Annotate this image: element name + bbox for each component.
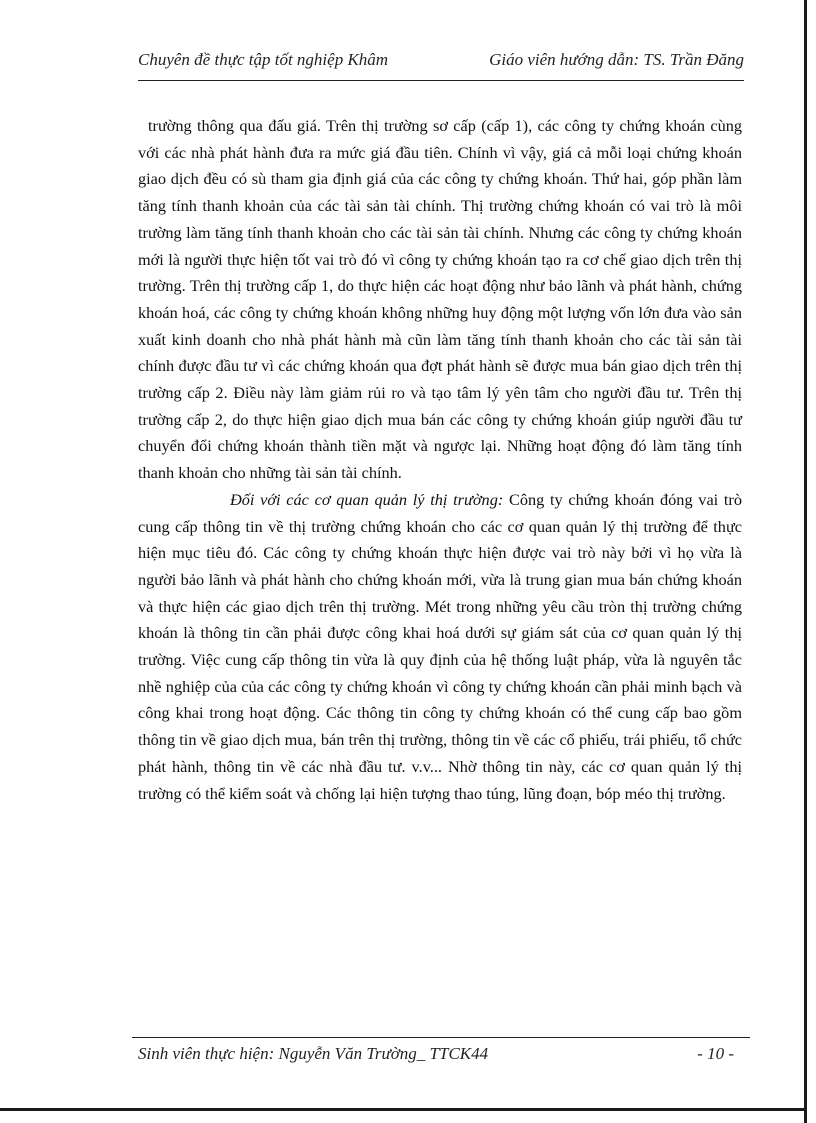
page-footer bbox=[138, 1044, 734, 1068]
header-right-text: Giáo viên hướng dẫn: TS. Trần Đăng bbox=[489, 50, 744, 69]
page-number: - 10 - bbox=[697, 1044, 734, 1063]
page-border-bottom bbox=[0, 1108, 807, 1111]
body-text bbox=[138, 113, 742, 807]
header-left-text: Chuyên đề thực tập tốt nghiệp Khâm bbox=[138, 50, 389, 69]
paragraph-2-text: Công ty chứng khoán đóng vai trò cung cấp thông tin về thị trường chứng khoán cho các cơ quan quản lý thị trường để thực hiện mục tiêu đó. Các công ty chứng khoán thực hiện được vai trò này bởi vì họ vừa là người bảo lãnh và phát hành cho chứng khoán mới, vừa là trung gian mua bán chứng khoán và thực hiện các giao dịch trên thị trường. Mét trong những yêu cầu tròn thị trường chứng khoán là thông tin cần phải được công khai hoá dưới sự giám sát của cơ quan quản lý thị trường. Việc cung cấp thông tin vừa là quy định của hệ thống luật pháp, vừa là nguyên tắc nhề nghiệp của của các công ty chứng khoán vì công ty chứng khoán cần phải minh bạch và công khai trong hoạt động. Các thông tin công ty chứng khoán có thể cung cấp bao gồm thông tin về giao dịch mua, bán trên thị trường, thông tin về các cổ phiếu, trái phiếu, tổ chức phát hành, thông tin về các nhà đầu tư. v.v... Nhờ thông tin này, các cơ quan quản lý thị trường có thể kiểm soát và chống lại hiện tượng thao túng, lũng đoạn, bóp méo thị trường. bbox=[138, 489, 742, 803]
footer-rule bbox=[132, 1037, 750, 1038]
paragraph-2-lead: Đối với các cơ quan quản lý thị trường: bbox=[230, 489, 504, 509]
paragraph-1: trường thông qua đấu giá. Trên thị trường sơ cấp (cấp 1), các công ty chứng khoán cùng với các nhà phát hành đưa ra mức giá đầu tiên. Chính vì vậy, giá cả mỗi loại chứng khoán giao dịch đều có sù tham gia định giá của các công ty chứng khoán. Thứ hai, góp phần làm tăng tính thanh khoản của các tài sản tài chính. Thị trường chứng khoán có vai trò là môi trường làm tăng tính thanh khoản cho các tài sản tài chính. Nhưng các công ty chứng khoán mới là người thực hiện tốt vai trò đó vì công ty chứng khoán tạo ra cơ chế giao dịch trên thị trường. Trên thị trường cấp 1, do thực hiện các hoạt động như bảo lãnh và phát hành, chứng khoán hoá, các công ty chứng khoán không những huy động một lượng vốn lớn đưa vào sản xuất kinh doanh cho nhà phát hành mà cũn làm tăng tính thanh khoản cho các tài sản tài chính được đầu tư vì các chứng khoán qua đợt phát hành sẽ được mua bán giao dịch trên thị trường cấp 2. Điều này làm giảm rủi ro và tạo tâm lý yên tâm cho người đầu tư. Trên thị trường cấp 2, do thực hiện giao dịch mua bán các công ty chứng khoán giúp người đầu tư chuyển đổi chứng khoán thành tiền mặt và ngược lại. Những hoạt động đó làm tăng tính thanh khoản cho những tài sản tài chính. bbox=[138, 116, 742, 483]
page-header bbox=[138, 50, 744, 90]
footer-author-text: Sinh viên thực hiện: Nguyễn Văn Trường_ TTCK44 bbox=[138, 1044, 489, 1063]
page-border-right bbox=[804, 0, 807, 1123]
paragraph-2 bbox=[138, 487, 742, 807]
header-rule bbox=[138, 80, 744, 81]
